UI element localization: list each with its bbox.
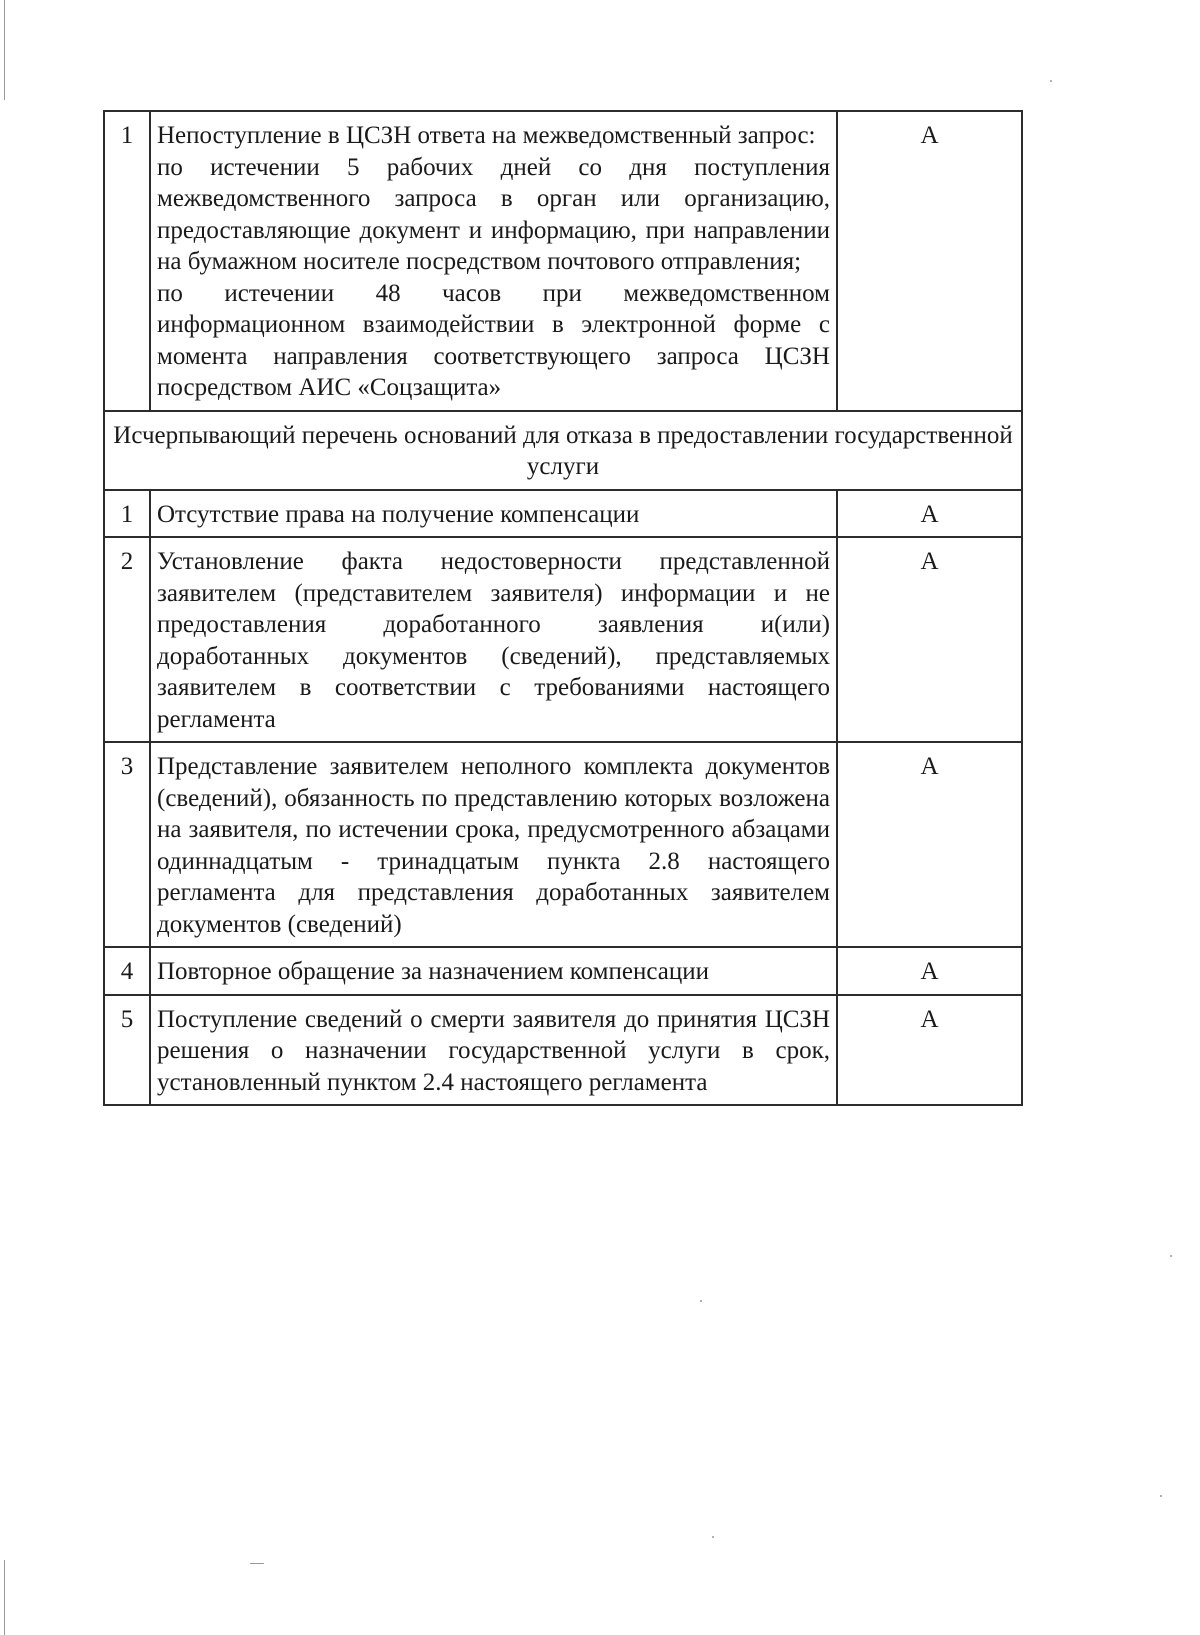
grounds-table bbox=[103, 110, 1023, 1106]
scan-speck bbox=[700, 1300, 702, 1302]
table-row bbox=[104, 947, 1022, 995]
table-row bbox=[104, 111, 1022, 411]
row-description: Установление факта недостоверности представленной заявителем (представителем заявителя) информации и не предоставления доработанного заявления и(или) доработанных документов (сведений), представляемых заявителем в соответствии с требованиями настоящего регламента bbox=[150, 537, 837, 742]
scan-speck bbox=[250, 1563, 264, 1564]
row-code: А bbox=[837, 537, 1022, 742]
row-number: 1 bbox=[104, 490, 150, 538]
section-heading: Исчерпывающий перечень оснований для отказа в предоставлении государственной услуги bbox=[104, 411, 1022, 490]
table-row bbox=[104, 490, 1022, 538]
scan-speck bbox=[1050, 80, 1052, 82]
page-left-edge bbox=[4, 0, 5, 100]
row-description-line: по истечении 5 рабочих дней со дня поступления межведомственного запроса в орган или организацию, предоставляющие документ и информацию, при направлении на бумажном носителе посредством почтового отправления; bbox=[157, 153, 830, 275]
row-number: 2 bbox=[104, 537, 150, 742]
row-description: Представление заявителем неполного комплекта документов (сведений), обязанность по представлению которых возложена на заявителя, по истечении срока, предусмотренного абзацами одиннадцатым - тринадцатым пункта 2.8 настоящего регламента для представления доработанных заявителем документов (сведений) bbox=[150, 742, 837, 947]
scan-speck bbox=[1170, 1255, 1172, 1257]
row-code: А bbox=[837, 111, 1022, 411]
row-description-line: по истечении 48 часов при межведомственном информационном взаимодействии в электронной форме с момента направления соответствующего запроса ЦСЗН посредством АИС «Соцзащита» bbox=[157, 279, 830, 401]
row-code: А bbox=[837, 490, 1022, 538]
row-description bbox=[150, 111, 837, 411]
row-description: Поступление сведений о смерти заявителя до принятия ЦСЗН решения о назначении государственной услуги в срок, установленный пунктом 2.4 настоящего регламента bbox=[150, 995, 837, 1106]
row-description-line: Непоступление в ЦСЗН ответа на межведомственный запрос: bbox=[157, 122, 816, 149]
table-row bbox=[104, 995, 1022, 1106]
row-code: А bbox=[837, 742, 1022, 947]
scan-speck bbox=[712, 1536, 714, 1538]
table-row bbox=[104, 537, 1022, 742]
row-description: Отсутствие права на получение компенсации bbox=[150, 490, 837, 538]
row-code: А bbox=[837, 995, 1022, 1106]
table-row bbox=[104, 742, 1022, 947]
row-number: 1 bbox=[104, 111, 150, 411]
page-left-edge-bottom bbox=[4, 1560, 5, 1635]
row-description: Повторное обращение за назначением компенсации bbox=[150, 947, 837, 995]
section-heading-row bbox=[104, 411, 1022, 490]
row-number: 5 bbox=[104, 995, 150, 1106]
row-code: А bbox=[837, 947, 1022, 995]
row-number: 4 bbox=[104, 947, 150, 995]
row-number: 3 bbox=[104, 742, 150, 947]
scan-speck bbox=[1160, 1495, 1162, 1497]
